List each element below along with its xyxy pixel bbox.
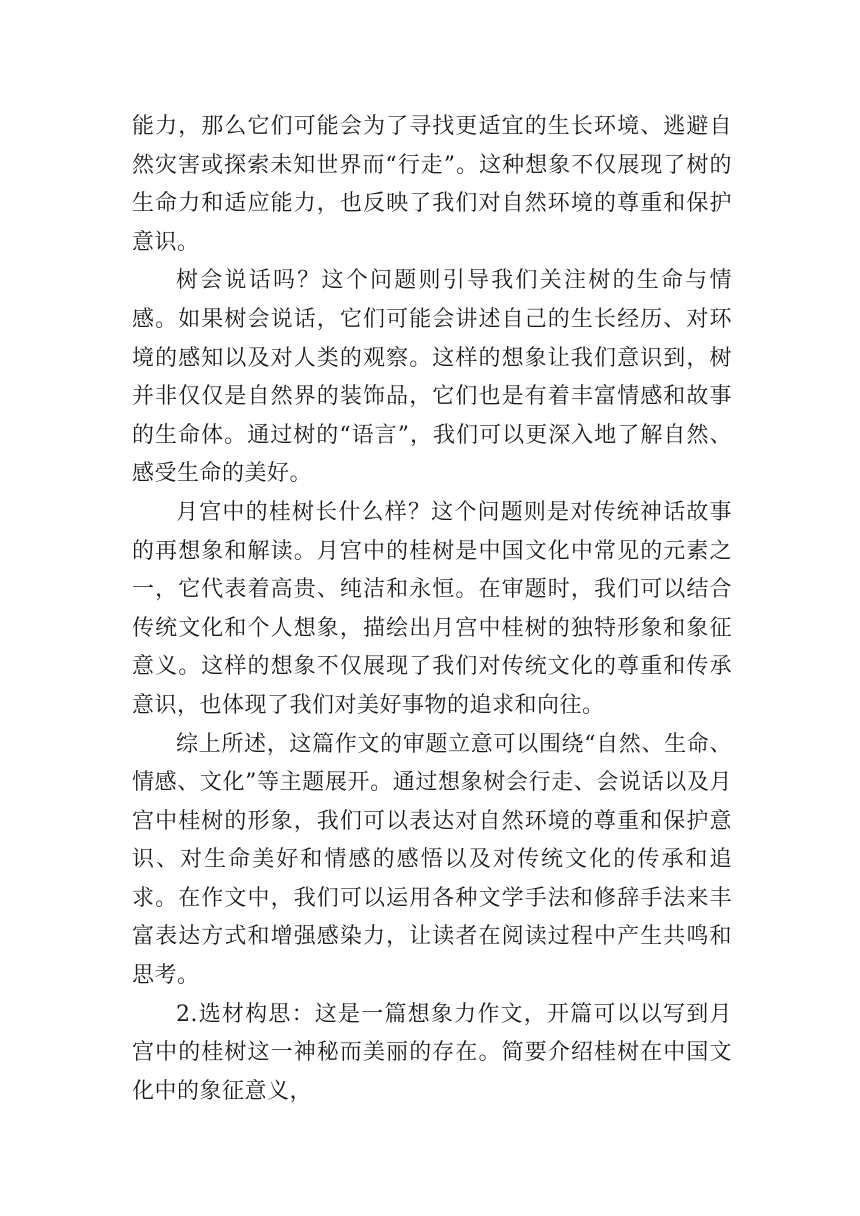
paragraph-2: 树会说话吗？这个问题则引导我们关注树的生命与情感。如果树会说话，它们可能会讲述自己的生长经历、对环境的感知以及对人类的观察。这样的想象让我们意识到，树并非仅仅是自然界的装饰品，它们也是有着丰富情感和故事的生命体。通过树的“语言”，我们可以更深入地了解自然、感受生命的美好。 [132, 268, 732, 487]
paragraph-4: 综上所述，这篇作文的审题立意可以围绕“自然、生命、情感、文化”等主题展开。通过想象树会行走、会说话以及月宫中桂树的形象，我们可以表达对自然环境的尊重和保护意识、对生命美好和情感的感悟以及对传统文化的传承和追求。在作文中，我们可以运用各种文学手法和修辞手法来丰富表达方式和增强感染力，让读者在阅读过程中产生共鸣和思考。 [132, 731, 732, 989]
paragraph-3: 月宫中的桂树长什么样？这个问题则是对传统神话故事的再想象和解读。月宫中的桂树是中国文化中常见的元素之一，它代表着高贵、纯洁和永恒。在审题时，我们可以结合传统文化和个人想象，描绘出月宫中桂树的独特形象和象征意义。这样的想象不仅展现了我们对传统文化的尊重和传承意识，也体现了我们对美好事物的追求和向往。 [132, 499, 732, 718]
document-page [132, 108, 732, 1111]
paragraph-5: 2.选材构思：这是一篇想象力作文，开篇可以以写到月宫中的桂树这一神秘而美丽的存在。简要介绍桂树在中国文化中的象征意义， [132, 1001, 732, 1104]
paragraph-1: 能力，那么它们可能会为了寻找更适宜的生长环境、逃避自然灾害或探索未知世界而“行走”。这种想象不仅展现了树的生命力和适应能力，也反映了我们对自然环境的尊重和保护意识。 [132, 114, 732, 255]
